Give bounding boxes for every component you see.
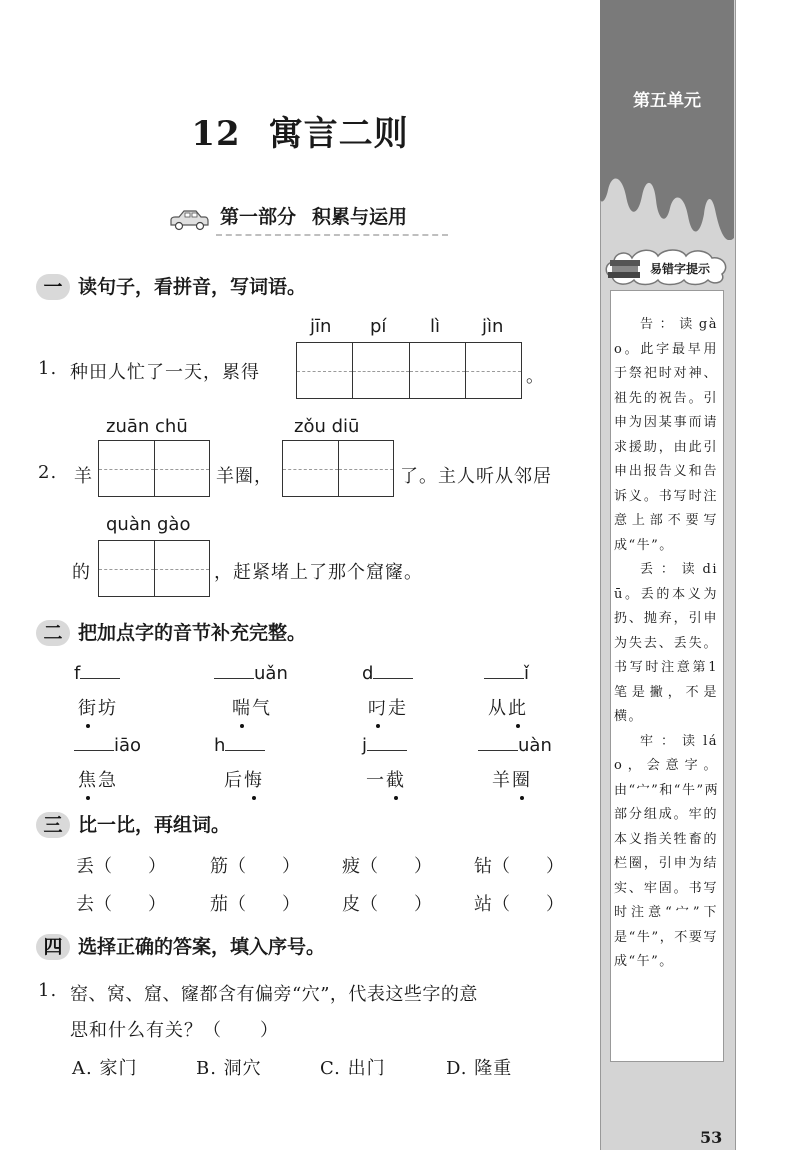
pinyin-quangao: quàn gào <box>106 514 191 535</box>
section-two-title: 把加点字的音节补充完整。 <box>78 622 307 644</box>
lesson-title <box>0 106 600 155</box>
section-four-title: 选择正确的答案，填入序号。 <box>78 936 326 958</box>
answer-grid-quangao[interactable] <box>98 540 210 597</box>
word-diaozou: 叼走 <box>368 694 408 720</box>
word-yangjuan: 羊圈 <box>492 766 532 792</box>
pinyin-pi: pí <box>370 316 387 337</box>
hint-chuan[interactable]: uǎn <box>214 660 288 684</box>
part-title <box>220 202 407 229</box>
page-number: 53 <box>700 1128 723 1147</box>
q1-item-1-end: 。 <box>526 366 545 387</box>
lesson-number: 12 <box>191 114 241 154</box>
q4-item-1-line2[interactable]: 思和什么有关？（ ） <box>70 1020 279 1041</box>
tip-content <box>614 313 718 975</box>
unit-label: 第五单元 <box>633 91 701 111</box>
pinyin-zuanchu: zuān chū <box>106 416 188 437</box>
answer-grid-zoudiu[interactable] <box>282 440 394 497</box>
hint-ci[interactable]: ǐ <box>484 660 529 684</box>
books-icon <box>608 260 640 278</box>
hint-juan[interactable]: uàn <box>478 732 552 756</box>
section-three-title: 比一比，再组词。 <box>78 814 231 836</box>
section-one-badge: 一 <box>36 274 70 300</box>
pinyin-jin2: jìn <box>482 316 504 337</box>
lesson-name: 寓言二则 <box>268 114 409 154</box>
compare-qu[interactable]: 去（ ） <box>76 894 166 915</box>
q1-item-3-pre: 的 <box>72 562 91 583</box>
compare-pi-tired[interactable]: 疲（ ） <box>342 856 432 877</box>
section-three-badge: 三 <box>36 812 70 838</box>
section-one-title: 读句子，看拼音，写词语。 <box>78 276 307 298</box>
q1-item-1-number: 1. <box>38 358 58 379</box>
hint-jiao[interactable]: iāo <box>74 732 141 756</box>
q1-item-1-text: 种田人忙了一天，累得 <box>70 362 260 383</box>
pinyin-zoudiu: zǒu diū <box>294 416 360 437</box>
answer-grid-jinpilijin[interactable] <box>296 342 522 399</box>
q4-item-1-line1: 窑、窝、窟、窿都含有偏旁“穴”，代表这些字的意 <box>70 984 478 1005</box>
word-houhui: 后悔 <box>224 766 264 792</box>
car-icon <box>168 208 210 232</box>
q4-option-a[interactable]: A. 家门 <box>72 1058 138 1079</box>
tip-paragraph-diu: 丢：读diū。丢的本义为扔、抛弃，引申为失去、丢失。书写时注意第1笔是撇，不是横。 <box>614 562 718 724</box>
word-jiaoji: 焦急 <box>78 766 118 792</box>
part-name: 积累与运用 <box>312 206 408 228</box>
q4-option-b[interactable]: B. 洞穴 <box>196 1058 262 1079</box>
q1-item-2-pre: 羊 <box>74 466 93 487</box>
q1-item-2-mid: 羊圈， <box>216 466 273 487</box>
tip-paragraph-gao: 告：读gào。此字最早用于祭祀时对神、祖先的祝告。引申为因某事而请求援助，由此引申出报告义和告诉义。书写时注意上部不要写成“牛”。 <box>614 317 718 553</box>
part-number: 第一部分 <box>220 206 297 228</box>
word-jiefang: 街坊 <box>78 694 118 720</box>
q4-item-1-number: 1. <box>38 980 58 1001</box>
pinyin-jin: jīn <box>310 316 332 337</box>
compare-qie[interactable]: 茄（ ） <box>210 894 300 915</box>
word-yijie: 一截 <box>366 766 406 792</box>
word-chuanqi: 喘气 <box>232 694 272 720</box>
compare-jin[interactable]: 筋（ ） <box>210 856 300 877</box>
hint-diao[interactable]: d <box>362 660 413 684</box>
compare-diu[interactable]: 丢（ ） <box>76 856 166 877</box>
compare-pi-skin[interactable]: 皮（ ） <box>342 894 432 915</box>
unit-tab-shape <box>600 0 734 240</box>
hint-hui[interactable]: h <box>214 732 265 756</box>
section-four-badge: 四 <box>36 934 70 960</box>
tip-paragraph-lao: 牢：读láo，会意字。由“宀”和“牛”两部分组成。牢的本义指关牲畜的栏圈，引申为结实、牢固。书写时注意“宀”下是“牛”，不要写成“午”。 <box>614 733 720 969</box>
q1-item-3-post: ，赶紧堵上了那个窟窿。 <box>214 562 423 583</box>
part-header <box>168 196 458 246</box>
pinyin-li: lì <box>430 316 441 337</box>
compare-zuan[interactable]: 钻（ ） <box>474 856 564 877</box>
part-header-underline <box>216 234 448 236</box>
answer-grid-zuanchu[interactable] <box>98 440 210 497</box>
compare-zhan[interactable]: 站（ ） <box>474 894 564 915</box>
hint-jie[interactable]: j <box>362 732 407 756</box>
q4-option-d[interactable]: D. 隆重 <box>446 1058 513 1079</box>
q1-item-2-number: 2. <box>38 462 58 483</box>
word-congci: 从此 <box>488 694 528 720</box>
hint-fang[interactable]: f <box>74 660 120 684</box>
q4-option-c[interactable]: C. 出门 <box>320 1058 386 1079</box>
tip-title: 易错字提示 <box>650 262 711 276</box>
section-two-badge: 二 <box>36 620 70 646</box>
q1-item-2-post: 了。主人听从邻居 <box>400 466 552 487</box>
